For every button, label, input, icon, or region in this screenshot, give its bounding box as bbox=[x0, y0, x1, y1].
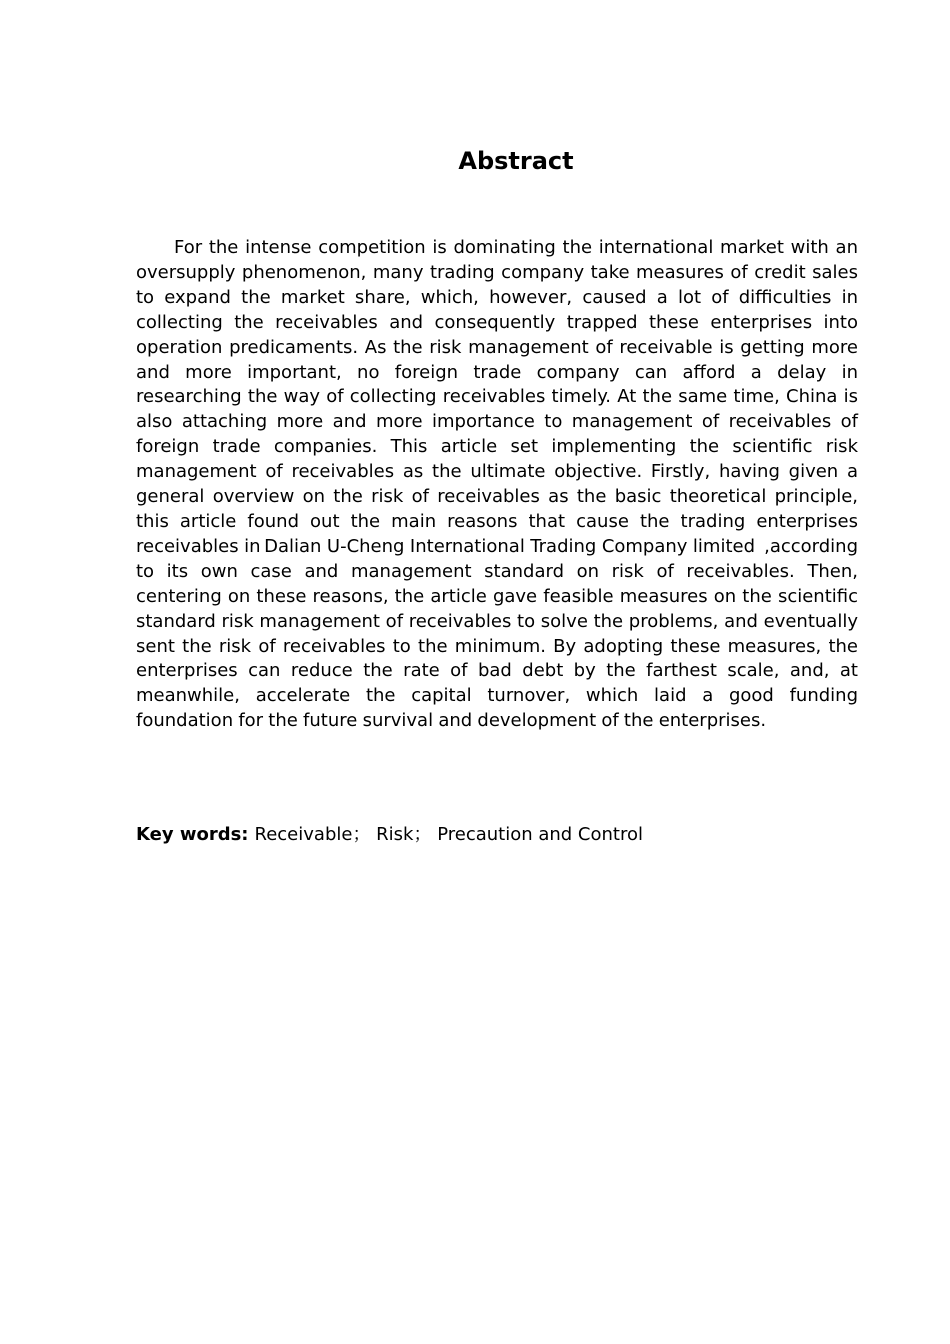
abstract-title: Abstract bbox=[458, 147, 574, 175]
keywords-line bbox=[136, 822, 858, 847]
abstract-body-text: For the intense competition is dominating the international market with an oversupply phenomenon, many trading company take measures of credit sales to expand the market share, which, however, caused a lot of difficulties in collecting the receivables and consequently trapped these enterprises into operation predicaments. As the risk management of receivable is getting more and more important, no foreign trade company can afford a delay in researching the way of collecting receivables timely. At the same time, China is also attaching more and more importance to management of receivables of foreign trade companies. This article set implementing the scientific risk management of receivables as the ultimate objective. Firstly, having given a general overview on the risk of receivables as the basic theoretical principle, this article found out the main reasons that cause the trading enterprises receivables in Dalian U-Cheng International Trading Company limited ,according to its own case and management standard on risk of receivables. Then, centering on these reasons, the article gave feasible measures on the scientific standard risk management of receivables to solve the problems, and eventually sent the risk of receivables to the minimum. By adopting these measures, the enterprises can reduce the rate of bad debt by the farthest scale, and, at meanwhile, accelerate the capital turnover, which laid a good funding foundation for the future survival and development of the enterprises. bbox=[136, 237, 858, 732]
keywords-value: Receivable； Risk； Precaution and Control bbox=[254, 824, 644, 845]
keywords-label: Key words: bbox=[136, 824, 249, 845]
